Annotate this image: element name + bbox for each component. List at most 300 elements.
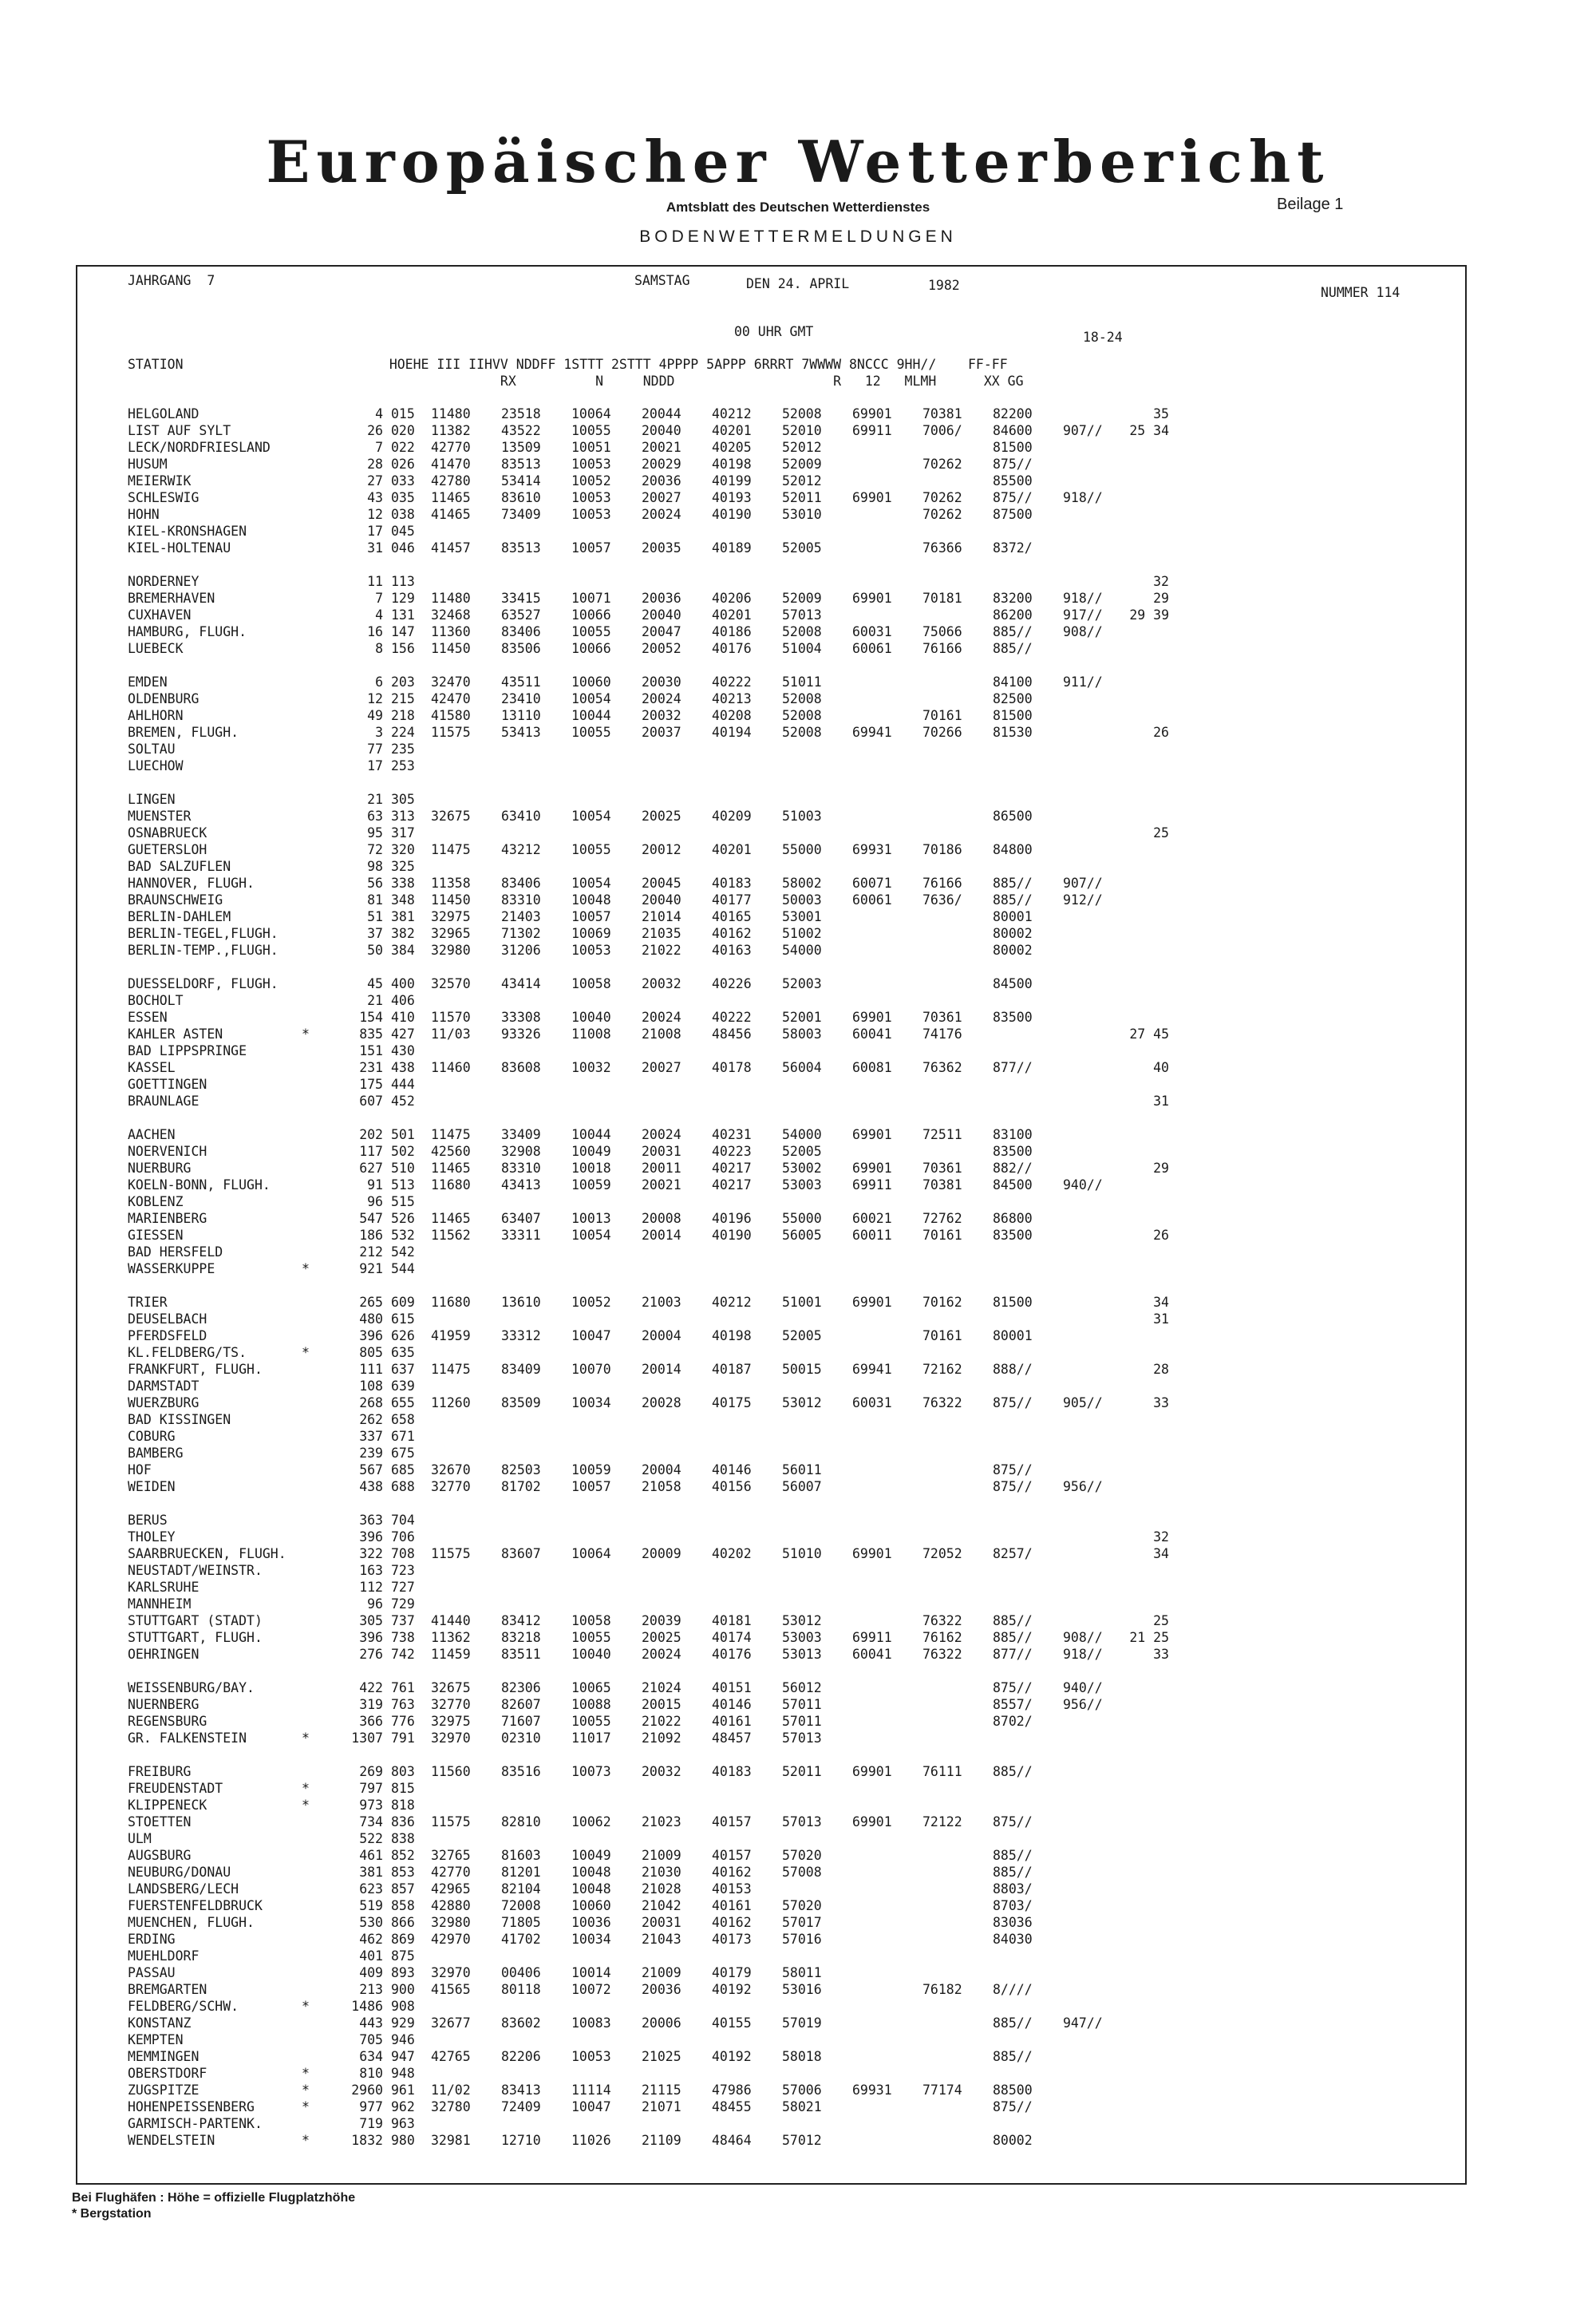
group-value: 20047 bbox=[642, 624, 681, 639]
table-row bbox=[0, 1696, 1588, 1713]
group-value: 83100 bbox=[993, 1127, 1033, 1142]
group-value: 20031 bbox=[642, 1144, 681, 1159]
station-index: 858 bbox=[391, 1898, 415, 1913]
station-height: 239 bbox=[359, 1446, 383, 1461]
group-value: 32980 bbox=[431, 1915, 471, 1930]
station-height: 28 bbox=[367, 457, 383, 472]
table-row bbox=[0, 405, 1588, 422]
table-row bbox=[0, 841, 1588, 858]
table-row bbox=[0, 422, 1588, 439]
station-height: 401 bbox=[359, 1948, 383, 1964]
group-value: 32677 bbox=[431, 2015, 471, 2031]
group-value: 20024 bbox=[642, 691, 681, 706]
gust-value: 35 bbox=[1153, 406, 1169, 421]
group-value: 70161 bbox=[922, 1228, 962, 1243]
group-value: 10044 bbox=[571, 708, 611, 723]
group-value: 84100 bbox=[993, 674, 1033, 690]
group-value: 32981 bbox=[431, 2133, 471, 2148]
station-name: STUTTGART (STADT) bbox=[128, 1613, 263, 1628]
gust-value: 29 bbox=[1153, 591, 1169, 606]
mountain-marker: * bbox=[302, 1261, 310, 1276]
station-index: 675 bbox=[391, 1446, 415, 1461]
group-value: 48456 bbox=[712, 1026, 752, 1042]
group-value: 57012 bbox=[782, 2133, 822, 2148]
group-value: 52012 bbox=[782, 440, 822, 455]
group-value: 63407 bbox=[501, 1211, 541, 1226]
station-name: BERLIN-TEGEL,FLUGH. bbox=[128, 926, 279, 941]
station-index: 131 bbox=[391, 607, 415, 623]
group-value: 10057 bbox=[571, 1479, 611, 1494]
group-value: 70161 bbox=[922, 1328, 962, 1343]
station-name: LINGEN bbox=[128, 792, 176, 807]
station-name: SAARBRUECKEN, FLUGH. bbox=[128, 1546, 286, 1561]
station-index: 908 bbox=[391, 1999, 415, 2014]
group-value: 885// bbox=[993, 1630, 1033, 1645]
year-label: 1982 bbox=[928, 278, 960, 293]
group-value: 56007 bbox=[782, 1479, 822, 1494]
group-value: 32570 bbox=[431, 976, 471, 991]
group-value: 60031 bbox=[852, 1395, 892, 1410]
group-value: 58002 bbox=[782, 876, 822, 891]
station-name: ESSEN bbox=[128, 1010, 168, 1025]
group-value: 10070 bbox=[571, 1362, 611, 1377]
group-value: 60011 bbox=[852, 1228, 892, 1243]
station-name: AHLHORN bbox=[128, 708, 184, 723]
group-value: 20024 bbox=[642, 1127, 681, 1142]
group-value: 69911 bbox=[852, 1630, 892, 1645]
group-value: 70186 bbox=[922, 842, 962, 857]
station-index: 893 bbox=[391, 1965, 415, 1980]
station-name: SCHLESWIG bbox=[128, 490, 200, 505]
group-value: 76322 bbox=[922, 1395, 962, 1410]
station-height: 276 bbox=[359, 1647, 383, 1662]
group-value: 20032 bbox=[642, 1764, 681, 1779]
group-value: 10034 bbox=[571, 1932, 611, 1947]
group-value: 83500 bbox=[993, 1010, 1033, 1025]
gust-value: 25 bbox=[1153, 1613, 1169, 1628]
group-value: 32970 bbox=[431, 1965, 471, 1980]
group-value: 48457 bbox=[712, 1730, 752, 1746]
group-value: 10052 bbox=[571, 473, 611, 488]
table-row bbox=[0, 1428, 1588, 1445]
station-index: 639 bbox=[391, 1378, 415, 1394]
group-value: 83200 bbox=[993, 591, 1033, 606]
group-value: 53414 bbox=[501, 473, 541, 488]
group-value: 83406 bbox=[501, 876, 541, 891]
table-row bbox=[0, 1545, 1588, 1562]
station-name: LECK/NORDFRIESLAND bbox=[128, 440, 271, 455]
group-value: 58011 bbox=[782, 1965, 822, 1980]
station-height: 26 bbox=[367, 423, 383, 438]
group-value: 83310 bbox=[501, 892, 541, 908]
group-value: 52008 bbox=[782, 725, 822, 740]
gust-value: 29 bbox=[1153, 1161, 1169, 1176]
station-name: OBERSTDORF bbox=[128, 2066, 207, 2081]
station-height: 1832 bbox=[351, 2133, 383, 2148]
station-height: 835 bbox=[359, 1026, 383, 1042]
group-value: 20012 bbox=[642, 842, 681, 857]
station-index: 776 bbox=[391, 1714, 415, 1729]
station-name: TRIER bbox=[128, 1295, 168, 1310]
group-value: 10055 bbox=[571, 1714, 611, 1729]
group-value: 21009 bbox=[642, 1965, 681, 1980]
station-index: 348 bbox=[391, 892, 415, 908]
group-value: 70266 bbox=[922, 725, 962, 740]
group-value: 10058 bbox=[571, 1613, 611, 1628]
group-value: 20036 bbox=[642, 591, 681, 606]
group-value: 86500 bbox=[993, 809, 1033, 824]
group-value: 73409 bbox=[501, 507, 541, 522]
station-index: 615 bbox=[391, 1311, 415, 1327]
group-value: 21115 bbox=[642, 2083, 681, 2098]
table-row bbox=[0, 1562, 1588, 1579]
table-row bbox=[0, 757, 1588, 774]
group-value: 41440 bbox=[431, 1613, 471, 1628]
group-value: 72162 bbox=[922, 1362, 962, 1377]
group-value: 83509 bbox=[501, 1395, 541, 1410]
group-value: 43511 bbox=[501, 674, 541, 690]
group-value: 11575 bbox=[431, 1814, 471, 1829]
station-name: HOF bbox=[128, 1462, 152, 1477]
group-value: 32670 bbox=[431, 1462, 471, 1477]
table-row bbox=[0, 2031, 1588, 2048]
group-value: 83513 bbox=[501, 540, 541, 556]
station-height: 409 bbox=[359, 1965, 383, 1980]
group-value: 877// bbox=[993, 1060, 1033, 1075]
station-index: 438 bbox=[391, 1060, 415, 1075]
group-value: 10053 bbox=[571, 457, 611, 472]
group-value: 885// bbox=[993, 1613, 1033, 1628]
station-height: 262 bbox=[359, 1412, 383, 1427]
group-value: 10048 bbox=[571, 892, 611, 908]
station-name: BERUS bbox=[128, 1513, 168, 1528]
group-value: 10055 bbox=[571, 1630, 611, 1645]
table-row bbox=[0, 1881, 1588, 1897]
table-row bbox=[0, 1830, 1588, 1847]
station-name: GR. FALKENSTEIN bbox=[128, 1730, 247, 1746]
group-value: 69901 bbox=[852, 1161, 892, 1176]
station-index: 513 bbox=[391, 1177, 415, 1193]
group-value: 11026 bbox=[571, 2133, 611, 2148]
table-row bbox=[0, 1210, 1588, 1227]
station-name: MANNHEIM bbox=[128, 1596, 192, 1612]
group-value: 40162 bbox=[712, 926, 752, 941]
group-value: 21035 bbox=[642, 926, 681, 941]
group-value: 82104 bbox=[501, 1881, 541, 1897]
station-index: 671 bbox=[391, 1429, 415, 1444]
group-value: 956// bbox=[1063, 1697, 1103, 1712]
station-height: 21 bbox=[367, 792, 383, 807]
group-value: 12710 bbox=[501, 2133, 541, 2148]
group-value: 875// bbox=[993, 457, 1033, 472]
group-value: 54000 bbox=[782, 1127, 822, 1142]
table-row bbox=[0, 2098, 1588, 2115]
group-value: 32975 bbox=[431, 909, 471, 924]
group-value: 83513 bbox=[501, 457, 541, 472]
group-value: 83610 bbox=[501, 490, 541, 505]
group-value: 918// bbox=[1063, 591, 1103, 606]
station-index: 866 bbox=[391, 1915, 415, 1930]
station-height: 443 bbox=[359, 2015, 383, 2031]
group-value: 21042 bbox=[642, 1898, 681, 1913]
station-index: 147 bbox=[391, 624, 415, 639]
station-height: 734 bbox=[359, 1814, 383, 1829]
group-value: 42880 bbox=[431, 1898, 471, 1913]
group-value: 21022 bbox=[642, 1714, 681, 1729]
station-name: NEUSTADT/WEINSTR. bbox=[128, 1563, 263, 1578]
group-value: 918// bbox=[1063, 1647, 1103, 1662]
station-name: LUEBECK bbox=[128, 641, 184, 656]
group-value: 70181 bbox=[922, 591, 962, 606]
group-value: 10044 bbox=[571, 1127, 611, 1142]
group-value: 10018 bbox=[571, 1161, 611, 1176]
group-value: 72008 bbox=[501, 1898, 541, 1913]
station-index: 026 bbox=[391, 457, 415, 472]
group-value: 51002 bbox=[782, 926, 822, 941]
group-value: 63410 bbox=[501, 809, 541, 824]
table-row bbox=[0, 456, 1588, 473]
station-height: 634 bbox=[359, 2049, 383, 2064]
group-value: 57008 bbox=[782, 1865, 822, 1880]
station-index: 963 bbox=[391, 2116, 415, 2131]
station-name: BAD LIPPSPRINGE bbox=[128, 1043, 247, 1058]
group-value: 76166 bbox=[922, 876, 962, 891]
group-value: 83406 bbox=[501, 624, 541, 639]
group-value: 70361 bbox=[922, 1010, 962, 1025]
group-value: 57019 bbox=[782, 2015, 822, 2031]
station-height: 151 bbox=[359, 1043, 383, 1058]
group-value: 11575 bbox=[431, 725, 471, 740]
group-value: 40198 bbox=[712, 1328, 752, 1343]
station-index: 946 bbox=[391, 2032, 415, 2047]
table-row bbox=[0, 623, 1588, 640]
group-value: 10034 bbox=[571, 1395, 611, 1410]
group-value: 56011 bbox=[782, 1462, 822, 1477]
station-name: HANNOVER, FLUGH. bbox=[128, 876, 255, 891]
station-index: 962 bbox=[391, 2099, 415, 2114]
group-value: 76166 bbox=[922, 641, 962, 656]
table-row bbox=[0, 2115, 1588, 2132]
group-value: 40174 bbox=[712, 1630, 752, 1645]
group-value: 10053 bbox=[571, 490, 611, 505]
group-value: 956// bbox=[1063, 1479, 1103, 1494]
group-value: 917// bbox=[1063, 607, 1103, 623]
group-value: 885// bbox=[993, 1848, 1033, 1863]
group-value: 885// bbox=[993, 876, 1033, 891]
group-value: 58018 bbox=[782, 2049, 822, 2064]
station-name: AACHEN bbox=[128, 1127, 176, 1142]
group-value: 69901 bbox=[852, 406, 892, 421]
table-row bbox=[0, 640, 1588, 657]
group-value: 947// bbox=[1063, 2015, 1103, 2031]
table-row bbox=[0, 1076, 1588, 1093]
group-value: 41580 bbox=[431, 708, 471, 723]
group-value: 63527 bbox=[501, 607, 541, 623]
station-index: 961 bbox=[391, 2083, 415, 2098]
station-index: 427 bbox=[391, 1026, 415, 1042]
group-value: 69941 bbox=[852, 725, 892, 740]
table-row bbox=[0, 2132, 1588, 2149]
group-value: 72409 bbox=[501, 2099, 541, 2114]
group-value: 32770 bbox=[431, 1479, 471, 1494]
group-value: 83511 bbox=[501, 1647, 541, 1662]
group-value: 40176 bbox=[712, 1647, 752, 1662]
group-value: 10083 bbox=[571, 2015, 611, 2031]
group-value: 10057 bbox=[571, 540, 611, 556]
station-height: 319 bbox=[359, 1697, 383, 1712]
group-value: 885// bbox=[993, 892, 1033, 908]
group-value: 10051 bbox=[571, 440, 611, 455]
group-value: 885// bbox=[993, 2049, 1033, 2064]
group-value: 76362 bbox=[922, 1060, 962, 1075]
group-value: 40183 bbox=[712, 876, 752, 891]
table-row bbox=[0, 1897, 1588, 1914]
group-value: 20025 bbox=[642, 809, 681, 824]
station-height: 519 bbox=[359, 1898, 383, 1913]
footer-note-airports: Bei Flughäfen : Höhe = offizielle Flugplatzhöhe bbox=[72, 2191, 356, 2205]
group-value: 42560 bbox=[431, 1144, 471, 1159]
group-value: 11450 bbox=[431, 641, 471, 656]
station-height: 27 bbox=[367, 473, 383, 488]
station-index: 253 bbox=[391, 758, 415, 773]
group-value: 40179 bbox=[712, 1965, 752, 1980]
table-row bbox=[0, 1244, 1588, 1260]
group-value: 76162 bbox=[922, 1630, 962, 1645]
range-label: 18-24 bbox=[1083, 330, 1123, 345]
table-row bbox=[0, 1981, 1588, 1998]
station-index: 235 bbox=[391, 742, 415, 757]
station-name: FREUDENSTADT bbox=[128, 1781, 223, 1796]
group-value: 40222 bbox=[712, 674, 752, 690]
station-index: 515 bbox=[391, 1194, 415, 1209]
station-index: 313 bbox=[391, 809, 415, 824]
group-value: 10059 bbox=[571, 1177, 611, 1193]
station-height: 8 bbox=[375, 641, 383, 656]
group-value: 52011 bbox=[782, 490, 822, 505]
group-value: 51003 bbox=[782, 809, 822, 824]
station-name: AUGSBURG bbox=[128, 1848, 192, 1863]
group-value: 885// bbox=[993, 1865, 1033, 1880]
group-value: 41457 bbox=[431, 540, 471, 556]
station-height: 154 bbox=[359, 1010, 383, 1025]
station-height: 363 bbox=[359, 1513, 383, 1528]
group-value: 40209 bbox=[712, 809, 752, 824]
station-index: 452 bbox=[391, 1094, 415, 1109]
group-value: 43522 bbox=[501, 423, 541, 438]
station-index: 526 bbox=[391, 1211, 415, 1226]
table-row bbox=[0, 1042, 1588, 1059]
group-value: 20021 bbox=[642, 1177, 681, 1193]
station-name: KARLSRUHE bbox=[128, 1580, 200, 1595]
group-value: 11475 bbox=[431, 842, 471, 857]
group-value: 57006 bbox=[782, 2083, 822, 2098]
station-height: 7 bbox=[375, 591, 383, 606]
weekday-label: SAMSTAG bbox=[634, 273, 690, 288]
group-value: 33409 bbox=[501, 1127, 541, 1142]
group-value: 86800 bbox=[993, 1211, 1033, 1226]
group-value: 40146 bbox=[712, 1697, 752, 1712]
group-value: 40187 bbox=[712, 1362, 752, 1377]
station-height: 438 bbox=[359, 1479, 383, 1494]
group-value: 40198 bbox=[712, 457, 752, 472]
station-name: BREMGARTEN bbox=[128, 1982, 207, 1997]
station-index: 947 bbox=[391, 2049, 415, 2064]
station-index: 038 bbox=[391, 507, 415, 522]
table-row bbox=[0, 1931, 1588, 1948]
station-name: LUECHOW bbox=[128, 758, 184, 773]
station-index: 444 bbox=[391, 1077, 415, 1092]
group-value: 74176 bbox=[922, 1026, 962, 1042]
group-value: 875// bbox=[993, 1680, 1033, 1695]
group-value: 83218 bbox=[501, 1630, 541, 1645]
group-value: 23410 bbox=[501, 691, 541, 706]
station-name: LIST AUF SYLT bbox=[128, 423, 231, 438]
group-value: 40183 bbox=[712, 1764, 752, 1779]
mountain-marker: * bbox=[302, 1999, 310, 2014]
group-value: 40208 bbox=[712, 708, 752, 723]
group-value: 80001 bbox=[993, 909, 1033, 924]
group-value: 56012 bbox=[782, 1680, 822, 1695]
group-value: 10053 bbox=[571, 943, 611, 958]
group-value: 20036 bbox=[642, 473, 681, 488]
table-row bbox=[0, 1327, 1588, 1344]
group-value: 885// bbox=[993, 1764, 1033, 1779]
group-value: 83608 bbox=[501, 1060, 541, 1075]
station-height: 63 bbox=[367, 809, 383, 824]
group-value: 52001 bbox=[782, 1010, 822, 1025]
group-value: 7006/ bbox=[922, 423, 962, 438]
station-index: 544 bbox=[391, 1261, 415, 1276]
station-name: FREIBURG bbox=[128, 1764, 192, 1779]
station-name: KOBLENZ bbox=[128, 1194, 184, 1209]
group-value: 875// bbox=[993, 1462, 1033, 1477]
group-value: 60021 bbox=[852, 1211, 892, 1226]
group-value: 10072 bbox=[571, 1982, 611, 1997]
group-value: 40217 bbox=[712, 1161, 752, 1176]
station-height: 461 bbox=[359, 1848, 383, 1863]
group-value: 57020 bbox=[782, 1848, 822, 1863]
table-row bbox=[0, 1294, 1588, 1311]
group-value: 71302 bbox=[501, 926, 541, 941]
group-value: 918// bbox=[1063, 490, 1103, 505]
group-value: 40163 bbox=[712, 943, 752, 958]
station-name: WEISSENBURG/BAY. bbox=[128, 1680, 255, 1695]
station-height: 112 bbox=[359, 1580, 383, 1595]
group-value: 11017 bbox=[571, 1730, 611, 1746]
group-value: 32780 bbox=[431, 2099, 471, 2114]
station-name: BERLIN-DAHLEM bbox=[128, 909, 231, 924]
station-name: MUENCHEN, FLUGH. bbox=[128, 1915, 255, 1930]
station-name: WASSERKUPPE bbox=[128, 1261, 215, 1276]
station-index: 875 bbox=[391, 1948, 415, 1964]
station-name: KLIPPENECK bbox=[128, 1798, 207, 1813]
group-value: 60081 bbox=[852, 1060, 892, 1075]
station-index: 305 bbox=[391, 792, 415, 807]
group-value: 40186 bbox=[712, 624, 752, 639]
station-height: 396 bbox=[359, 1328, 383, 1343]
station-index: 803 bbox=[391, 1764, 415, 1779]
station-name: HOHN bbox=[128, 507, 160, 522]
station-index: 325 bbox=[391, 859, 415, 874]
time-label: 00 UHR GMT bbox=[734, 324, 814, 339]
station-name: BERLIN-TEMP.,FLUGH. bbox=[128, 943, 279, 958]
group-value: 10057 bbox=[571, 909, 611, 924]
station-height: 12 bbox=[367, 691, 383, 706]
station-index: 113 bbox=[391, 574, 415, 589]
group-value: 10014 bbox=[571, 1965, 611, 1980]
group-value: 40162 bbox=[712, 1865, 752, 1880]
table-row bbox=[0, 674, 1588, 690]
